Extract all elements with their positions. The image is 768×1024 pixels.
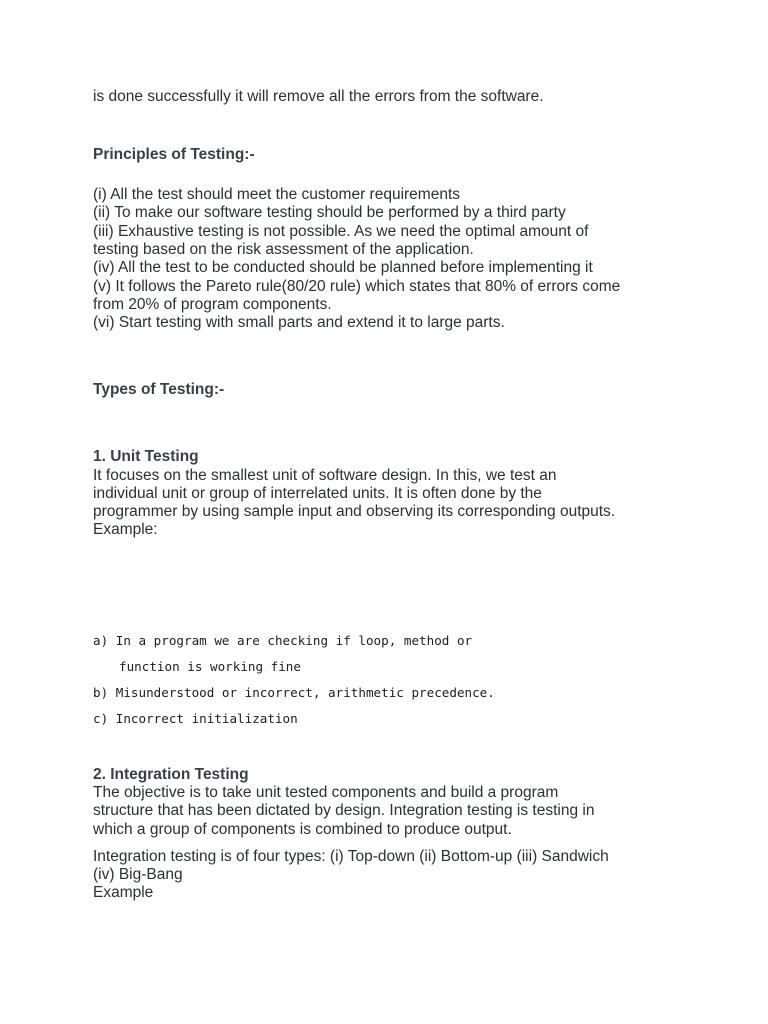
integration-testing-line: which a group of components is combined to produce output.: [93, 821, 512, 838]
unit-testing-example-label: Example:: [93, 521, 158, 538]
principle-line: testing based on the risk assessment of the application.: [93, 241, 474, 258]
unit-testing-line: programmer by using sample input and observing its corresponding outputs.: [93, 503, 616, 520]
unit-testing-line: individual unit or group of interrelated units. It is often done by the: [93, 485, 542, 502]
intro-line: is done successfully it will remove all the errors from the software.: [93, 88, 544, 105]
types-heading: Types of Testing:-: [93, 381, 225, 398]
principles-heading: Principles of Testing:-: [93, 146, 255, 163]
principle-line: (i) All the test should meet the customer requirements: [93, 186, 460, 203]
integration-testing-heading: 2. Integration Testing: [93, 766, 249, 783]
principle-line: (ii) To make our software testing should be performed by a third party: [93, 204, 566, 221]
unit-testing-heading: 1. Unit Testing: [93, 448, 199, 465]
principle-line: from 20% of program components.: [93, 296, 332, 313]
principle-line: (iv) All the test to be conducted should be planned before implementing it: [93, 259, 593, 276]
principle-line: (v) It follows the Pareto rule(80/20 rule) which states that 80% of errors come: [93, 278, 621, 295]
code-line-indented: [93, 654, 301, 680]
integration-testing-line: The objective is to take unit tested components and build a program: [93, 784, 559, 801]
unit-testing-line: It focuses on the smallest unit of software design. In this, we test an: [93, 467, 557, 484]
integration-testing-line: structure that has been dictated by design. Integration testing is testing in: [93, 802, 595, 819]
integration-example-label: Example: [93, 884, 154, 901]
code-line: a) In a program we are checking if loop, method or: [93, 633, 473, 648]
integration-types-line: (iv) Big-Bang: [93, 866, 183, 883]
code-line: c) Incorrect initialization: [93, 711, 298, 726]
principle-line: (iii) Exhaustive testing is not possible. As we need the optimal amount of: [93, 223, 589, 240]
code-line: b) Misunderstood or incorrect, arithmetic precedence.: [93, 685, 495, 700]
code-line: function is working fine: [119, 659, 301, 674]
principle-line: (vi) Start testing with small parts and extend it to large parts.: [93, 314, 505, 331]
integration-types-line: Integration testing is of four types: (i) Top-down (ii) Bottom-up (iii) Sandwich: [93, 848, 609, 865]
